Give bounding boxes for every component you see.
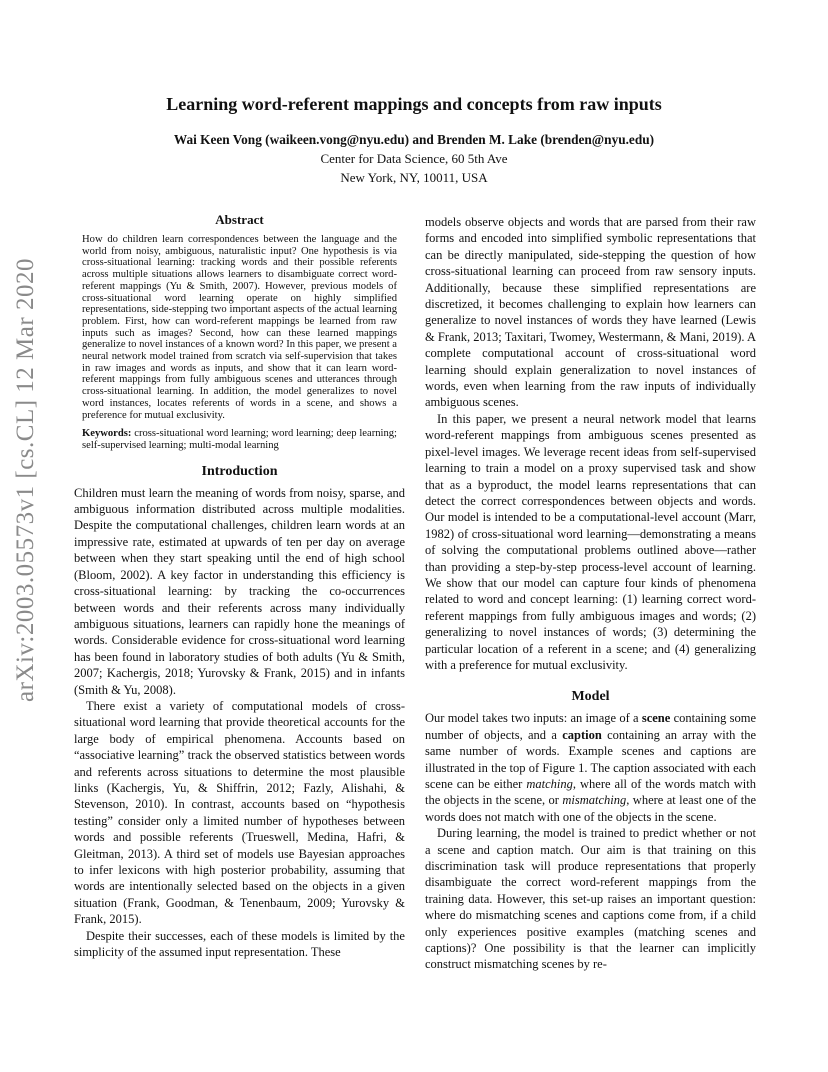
arxiv-sidebar-stamp: arXiv:2003.05573v1 [cs.CL] 12 Mar 2020 [12, 258, 39, 702]
model-paragraph-2: During learning, the model is trained to predict whether or not a scene and caption match. Our aim is that training on this discrimination task will produce representations that properly disambiguate the correct word-referent mappings from the training data. However, this set-up raises an important question: where do mismatching scenes and captions come from, if a child only experiences positive examples (matching scenes and captions)? One possibility is that the learner can implicitly construct mismatching scenes by re- [425, 826, 756, 972]
model-text: containing an array with the same number of words. Example scenes and captions are illustrated in the top of Figure 1. The caption associated with each scene can be either [425, 727, 756, 791]
keywords-label: Keywords: [82, 428, 132, 440]
abstract-text: How do children learn correspondences between the language and the world from noisy, ambiguous, naturalistic input? One hypothesis is via cross-situational learning: tracking words and their possible referents across multiple situations allows learners to disambiguate correct word-referent mappings (Yu & Smith, 2007). However, previous models of cross-situational word learning operate on highly simplified representations, side-stepping two important aspects of the actual learning problem. First, how can word-referent mappings be learned from raw inputs such as images? Second, how can these learned mappings generalize to novel instances of a known word? In this paper, we present a neural network model trained from scratch via self-supervision that takes in raw images and words as inputs, and show that it can learn word-referent mappings from fully ambiguous scenes and utterances through cross-situational learning. In addition, the model generalizes to novel word instances, locates referents of words in a scene, and shows a preference for mutual exclusivity. [82, 234, 397, 421]
paper-header [74, 94, 754, 186]
author-line: Wai Keen Vong (waikeen.vong@nyu.edu) and Brenden M. Lake (brenden@nyu.edu) [173, 132, 655, 147]
intro-paragraph-4: models observe objects and words that are parsed from their raw forms and encoded into simplified symbolic representations that can be directly manipulated, side-stepping the question of how cross-situational learning can proceed from raw sensory inputs. Additionally, because these simplified representations are discretized, it becomes challenging to explain how learners can generalize to novel instances of words they have learned (Lewis & Frank, 2013; Taxitari, Twomey, Westermann, & Mani, 2019). A complete computational account of cross-situational word learning should explain generalization to novel instances of words, even when learning from the raw inputs of individually ambiguous scenes. [425, 215, 756, 410]
intro-paragraph-1: Children must learn the meaning of words from noisy, sparse, and ambiguous information distributed across multiple modalities. Despite the computational challenges, children learn words at an impressive rate, estimated at upwards of ten per day on average between when they start speaking until the end of high school (Bloom, 2002). A key factor in understanding this efficiency is cross-situational learning: by tracking the co-occurrences between words and their referents across many individually ambiguous situations, learners can rapidly hone the meanings of words. Considerable evidence for cross-situational word learning has been found in laboratory studies of both adults (Yu & Smith, 2007; Kachergis, 2018; Yurovsky & Frank, 2015) and in infants (Smith & Yu, 2008). [74, 485, 405, 697]
model-text: , where all of the words match with the objects in the scene, or [425, 777, 756, 808]
keywords-text: cross-situational word learning; word learning; deep learning; self-supervised learning; multi-modal learning [82, 428, 397, 451]
keywords [82, 428, 397, 451]
paper-title: Learning word-referent mappings and concepts from raw inputs [166, 94, 662, 114]
intro-paragraph-5: In this paper, we present a neural network model that learns word-referent mappings from ambiguous scenes presented as pixel-level images. We leverage recent ideas from self-supervised learning to train a model on a proxy supervised task and show that as a byproduct, the model learns representations that can detect the correct correspondences between objects and words. Our model is intended to be a computational-level account (Marr, 1982) of cross-situational word learning—demonstrating a means of solving the computational problems outlined above—rather than providing a step-by-step process-level account of learning. We show that our model can capture four kinds of phenomena related to word and concept learning: (1) learning correct word-referent mappings from fully ambiguous images and words; (2) generalizing to novel instances of words; (3) determining the particular location of a referent in a scene; and (4) generalizing with a preference for mutual exclusivity. [425, 411, 756, 672]
mismatching-term: mismatching [562, 793, 627, 808]
abstract-heading: Abstract [215, 212, 264, 227]
right-column [425, 212, 756, 973]
affiliation-line-1: Center for Data Science, 60 5th Ave [320, 151, 508, 166]
scene-term: scene [641, 711, 671, 726]
model-text: Our model takes two inputs: an image of a [425, 711, 642, 726]
affiliation-line-2: New York, NY, 10011, USA [340, 170, 488, 185]
model-paragraph-1 [425, 710, 756, 825]
matching-term: matching [526, 777, 573, 791]
introduction-heading: Introduction [201, 463, 278, 479]
model-text: , where at least one of the words does not match with one of the objects in the scene. [425, 793, 756, 824]
left-column [74, 212, 405, 960]
caption-term: caption [562, 727, 602, 742]
model-text: containing some number of objects, and a [425, 711, 756, 742]
intro-paragraph-3: Despite their successes, each of these models is limited by the simplicity of the assumed input representation. These [74, 928, 405, 960]
model-heading: Model [571, 689, 610, 705]
intro-paragraph-2: There exist a variety of computational models of cross-situational word learning that provide theoretical accounts for the large body of empirical phenomena. Accounts based on “associative learning” track the observed statistics between words and referents across situations to determine the most plausible links (Kachergis, Yu, & Shiffrin, 2012; Fazly, Alishahi, & Stevenson, 2010). In contrast, accounts based on “hypothesis testing” consider only a limited number of hypotheses between words and possible referents (Trueswell, Medina, Hafri, & Gleitman, 2013). A third set of models use Bayesian approaches to infer lexicons with high posterior probability, assuming that words are intentionally selected based on the objects in a given situation (Frank, Goodman, & Tenenbaum, 2009; Yurovsky & Frank, 2015). [74, 698, 405, 927]
